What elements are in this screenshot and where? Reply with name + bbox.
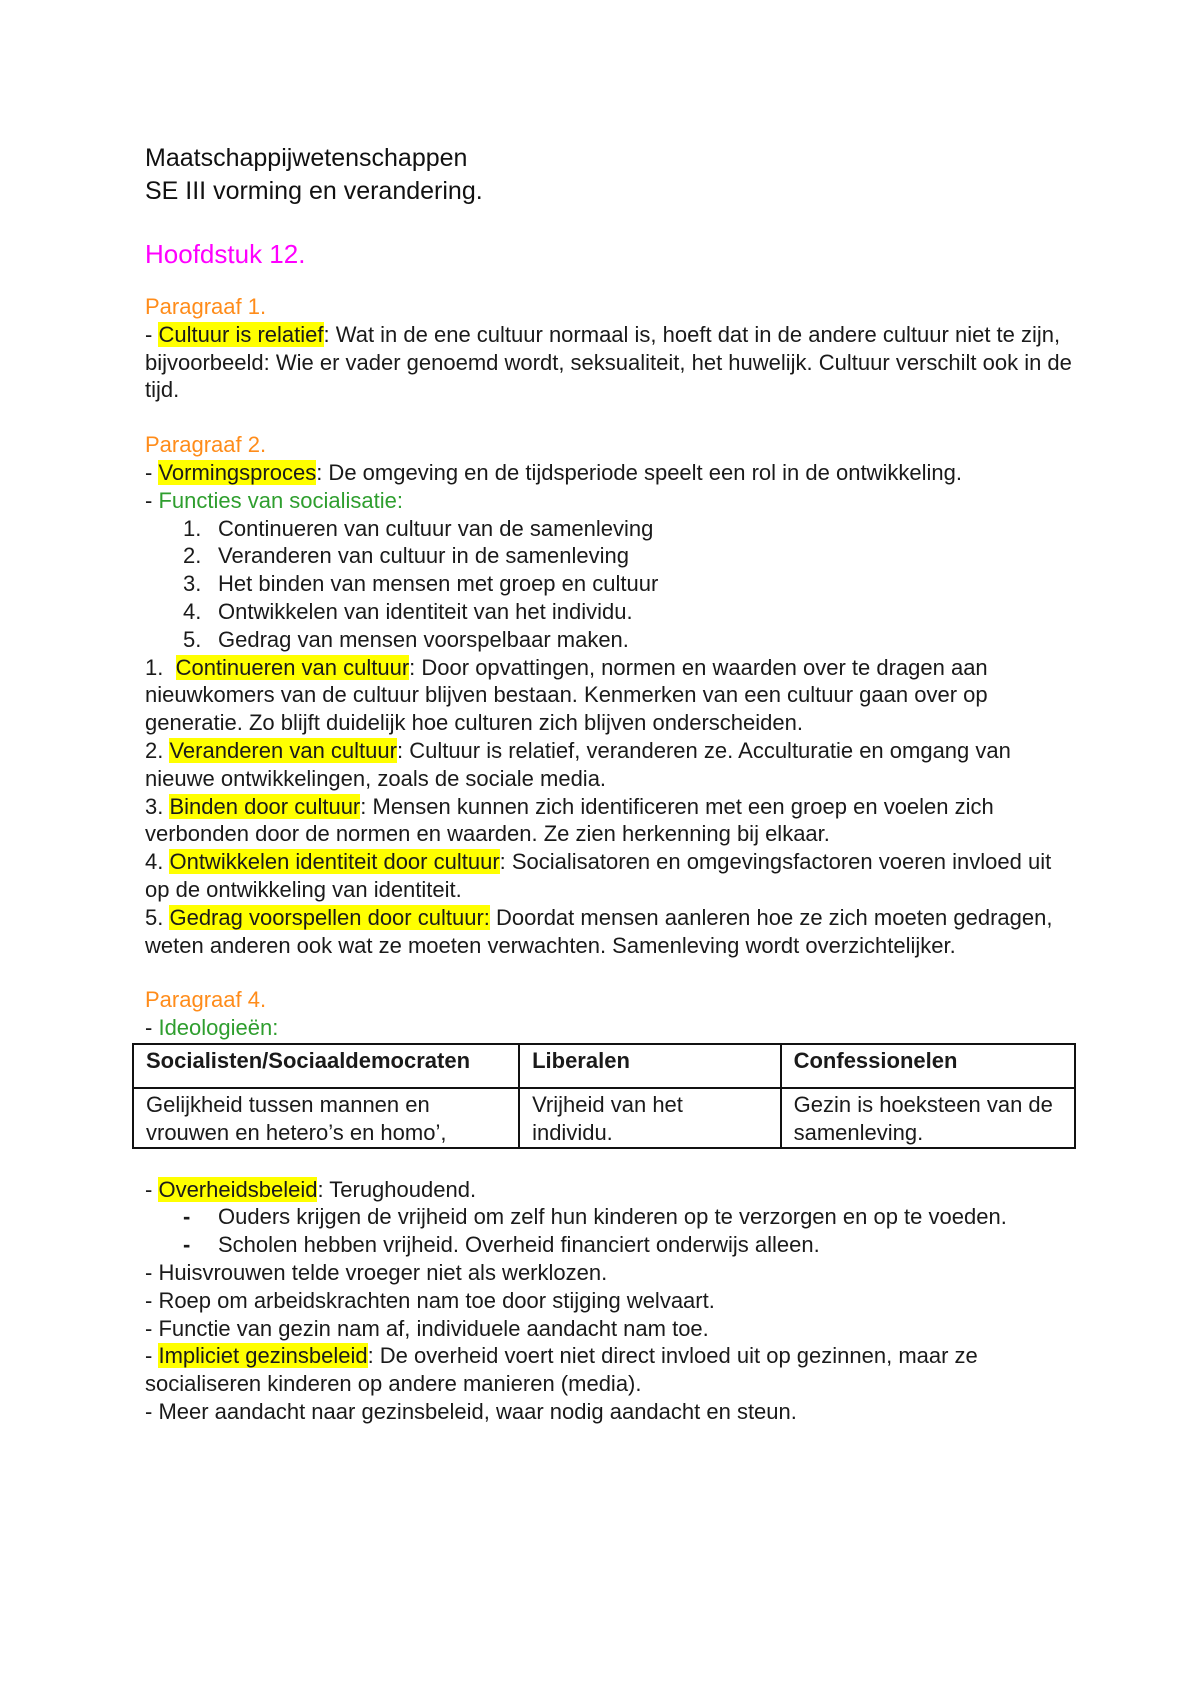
term-gedrag: Gedrag voorspellen door cultuur: xyxy=(169,904,490,930)
document-content xyxy=(145,142,1075,1426)
list-dash: - xyxy=(183,1204,191,1230)
list-number: 3. xyxy=(183,571,202,597)
meer-aandacht-line: - Meer aandacht naar gezinsbeleid, waar nodig aandacht en steun. xyxy=(145,1398,797,1424)
detail-3 xyxy=(145,793,1075,849)
term-vormingsproces: Vormingsproces xyxy=(158,459,317,485)
list-item-text: Ouders krijgen de vrijheid om zelf hun kinderen op te verzorgen en op te voeden. xyxy=(218,1204,1007,1230)
detail-text: : Cultuur is relatief, veranderen ze. Acculturatie en omgang van nieuwe ontwikkelingen, zoals de sociale media. xyxy=(145,737,1011,791)
list-item xyxy=(145,1231,1075,1259)
detail-1 xyxy=(145,654,1075,737)
detail-number: 3. xyxy=(145,793,170,819)
chapter-heading: Hoofdstuk 12. xyxy=(145,239,306,269)
functies-label: Functies van socialisatie xyxy=(158,487,397,513)
paragraaf-4-heading: Paragraaf 4. xyxy=(145,987,267,1013)
detail-number: 2. xyxy=(145,737,170,763)
table-header-row xyxy=(133,1044,1075,1088)
table-row xyxy=(133,1088,1075,1148)
list-item-text: Continueren van cultuur van de samenleving xyxy=(218,515,654,541)
list-item-text: Het binden van mensen met groep en cultuur xyxy=(218,571,659,597)
roep-line: - Roep om arbeidskrachten nam toe door stijging welvaart. xyxy=(145,1287,715,1313)
ideologieen-label: Ideologieën xyxy=(158,1015,273,1041)
list-item xyxy=(145,542,1075,570)
overheidsbeleid-line: - Overheidsbeleid: Terughoudend. xyxy=(145,1176,477,1202)
term-veranderen: Veranderen van cultuur xyxy=(169,737,397,763)
detail-number: 4. xyxy=(145,849,170,875)
term-overheidsbeleid: Overheidsbeleid xyxy=(158,1176,318,1202)
title-line-2: SE III vorming en verandering. xyxy=(145,177,483,205)
functies-line: - Functies van socialisatie: xyxy=(145,487,404,513)
spacer xyxy=(145,1149,1075,1176)
detail-text: : Mensen kunnen zich identificeren met een groep en voelen zich verbonden door de normen en waarden. Ze zien herkenning bij elkaar. xyxy=(145,793,994,847)
list-dash: - xyxy=(183,1232,191,1258)
ideologieen-colon: : xyxy=(272,1015,279,1041)
table-cell: Vrijheid van het individu. xyxy=(519,1088,781,1148)
vormingsproces-text: : De omgeving en de tijdsperiode speelt een rol in de ontwikkeling. xyxy=(316,459,962,485)
ideologieen-line: - Ideologieën: xyxy=(145,1015,279,1041)
ideologieen-table xyxy=(132,1043,1076,1149)
list-item-text: Veranderen van cultuur in de samenleving xyxy=(218,543,629,569)
detail-2 xyxy=(145,737,1075,793)
functies-colon: : xyxy=(396,487,404,513)
functie-line: - Functie van gezin nam af, individuele aandacht nam toe. xyxy=(145,1315,709,1341)
paragraaf-1-text xyxy=(145,321,1075,404)
list-number: 5. xyxy=(183,626,202,652)
paragraaf-1-heading: Paragraaf 1. xyxy=(145,294,267,319)
list-item xyxy=(145,1203,1075,1231)
impliciet-line: - Impliciet gezinsbeleid: De overheid voert niet direct invloed uit op gezinnen, maar ze socialiseren kinderen op andere manieren (media). xyxy=(145,1343,978,1397)
list-item xyxy=(145,570,1075,598)
detail-number: 1. xyxy=(145,654,176,680)
list-item-text: Gedrag van mensen voorspelbaar maken. xyxy=(218,626,629,652)
detail-4 xyxy=(145,848,1075,904)
table-cell: Gelijkheid tussen mannen en vrouwen en hetero’s en homo’, xyxy=(133,1088,519,1148)
functies-list xyxy=(145,515,1075,654)
paragraaf-2-heading: Paragraaf 2. xyxy=(145,432,267,458)
table-header: Liberalen xyxy=(519,1044,781,1088)
overheidsbeleid-list xyxy=(145,1203,1075,1259)
list-number: 4. xyxy=(183,598,202,624)
term-ontwikkelen: Ontwikkelen identiteit door cultuur xyxy=(169,849,500,875)
detail-5 xyxy=(145,904,1075,960)
list-item xyxy=(145,598,1075,626)
list-item-text: Ontwikkelen van identiteit van het individu. xyxy=(218,598,633,624)
term-continueren: Continueren van cultuur xyxy=(175,654,410,680)
document-title xyxy=(145,142,1075,208)
detail-text: : Socialisatoren en omgevingsfactoren voeren invloed uit op de ontwikkeling van identiteit. xyxy=(145,849,1052,902)
term-impliciet-gezinsbeleid: Impliciet gezinsbeleid xyxy=(158,1343,368,1369)
term-binden: Binden door cultuur xyxy=(169,793,361,819)
title-line-1: Maatschappijwetenschappen xyxy=(145,144,468,172)
detail-text: Doordat mensen aanleren hoe ze zich moeten gedragen, weten anderen ook wat ze moeten verwachten. Samenleving wordt overzichtelijker. xyxy=(145,904,1053,958)
huisvrouwen-line: - Huisvrouwen telde vroeger niet als werklozen. xyxy=(145,1259,608,1285)
dash: - xyxy=(145,321,159,347)
table-header: Socialisten/Sociaaldemocraten xyxy=(133,1044,519,1088)
list-number: 1. xyxy=(183,515,202,541)
impliciet-text: : De overheid voert niet direct invloed uit op gezinnen, maar ze socialiseren kinderen op andere manieren (media). xyxy=(145,1343,978,1397)
list-item xyxy=(145,626,1075,654)
table-cell: Gezin is hoeksteen van de samenleving. xyxy=(781,1088,1075,1148)
paragraaf-1-body: : Wat in de ene cultuur normaal is, hoeft dat in de andere cultuur niet te zijn, bijvoorbeeld: Wie er vader genoemd wordt, seksualiteit, het huwelijk. Cultuur verschilt ook in de tijd. xyxy=(145,321,1072,403)
list-item xyxy=(145,515,1075,543)
detail-number: 5. xyxy=(145,904,170,930)
term-cultuur-is-relatief: Cultuur is relatief xyxy=(158,321,324,347)
list-number: 2. xyxy=(183,543,202,569)
overheidsbeleid-text: : Terughoudend. xyxy=(317,1176,477,1202)
table-header: Confessionelen xyxy=(781,1044,1075,1088)
detail-text: : Door opvattingen, normen en waarden over te dragen aan nieuwkomers van de cultuur blijven bestaan. Kenmerken van een cultuur gaan over op generatie. Zo blijft duidelijk hoe culturen zich blijven onderscheiden. xyxy=(145,654,988,736)
vormingsproces-line: - Vormingsproces: De omgeving en de tijdsperiode speelt een rol in de ontwikkeling. xyxy=(145,459,962,485)
list-item-text: Scholen hebben vrijheid. Overheid financiert onderwijs alleen. xyxy=(218,1232,820,1258)
